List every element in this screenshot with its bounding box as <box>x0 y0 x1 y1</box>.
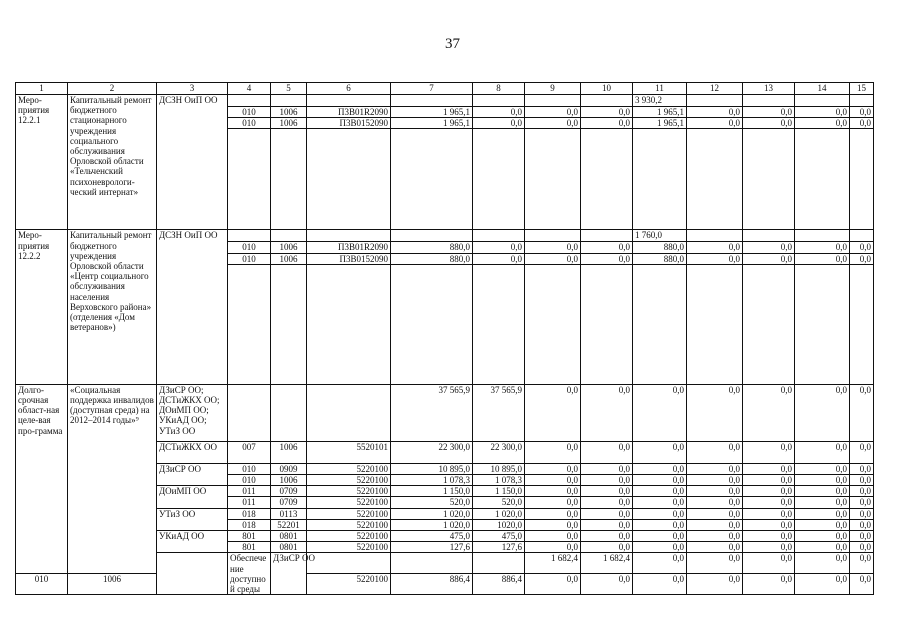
table-cell: 520,0 <box>391 497 473 508</box>
column-header: 15 <box>850 83 874 95</box>
table-cell: 0,0 <box>473 253 525 264</box>
column-header: 10 <box>581 83 633 95</box>
executor: ДЗиСР ОО; ДСТиЖКХ ОО; ДОиМП ОО; УКиАД ОО; УТиЗ ОО <box>157 384 228 441</box>
table-cell <box>157 553 228 595</box>
table-cell: 0,0 <box>743 542 795 553</box>
table-cell: 011 <box>228 486 271 497</box>
table-cell: 0801 <box>271 531 307 542</box>
executor: ДСЗН ОиП ОО <box>157 230 228 384</box>
table-cell <box>271 264 307 384</box>
table-cell: 1006 <box>271 242 307 253</box>
table-cell: 010 <box>228 475 271 486</box>
table-cell <box>473 264 525 384</box>
table-cell: 0,0 <box>687 253 743 264</box>
table-cell: 0,0 <box>743 553 795 574</box>
table-cell <box>391 553 473 574</box>
table-cell: 5220100 <box>307 508 391 519</box>
table-cell: 5220100 <box>307 497 391 508</box>
table-cell: 0,0 <box>795 242 850 253</box>
table-cell: 0,0 <box>581 441 633 463</box>
table-cell: 0,0 <box>473 107 525 118</box>
table-cell: 37 565,9 <box>473 384 525 441</box>
table-cell: 37 565,9 <box>391 384 473 441</box>
column-header: 6 <box>307 83 391 95</box>
table-cell: 0,0 <box>850 519 874 530</box>
table-cell: 0,0 <box>581 107 633 118</box>
table-cell: 018 <box>228 508 271 519</box>
table-cell: 880,0 <box>633 242 687 253</box>
table-cell: 0,0 <box>850 253 874 264</box>
table-cell: 0,0 <box>525 542 581 553</box>
table-cell: 1006 <box>271 441 307 463</box>
table-cell: 0,0 <box>850 441 874 463</box>
table-cell: 0,0 <box>633 542 687 553</box>
table-cell: 1 150,0 <box>473 486 525 497</box>
table-cell: 10 895,0 <box>391 463 473 474</box>
table-cell: 0,0 <box>525 118 581 129</box>
table-cell: 1 682,4 <box>581 553 633 574</box>
table-cell: 0,0 <box>687 574 743 595</box>
column-header: 13 <box>743 83 795 95</box>
page-number: 37 <box>445 36 460 52</box>
table-cell: 0,0 <box>850 531 874 542</box>
program-label: Долго-срочная област-ная целе-вая про-грамма <box>16 384 68 574</box>
table-cell <box>743 264 795 384</box>
table-cell: П3В0152090 <box>307 253 391 264</box>
table-cell: 0,0 <box>795 107 850 118</box>
table-cell: 0709 <box>271 497 307 508</box>
table-cell: 0,0 <box>795 574 850 595</box>
table-cell: 0,0 <box>633 463 687 474</box>
table-cell <box>271 129 307 230</box>
table-cell: 0,0 <box>633 519 687 530</box>
table-cell: 3 930,2 <box>633 95 687 107</box>
table-cell: 0,0 <box>525 242 581 253</box>
executor: ДСЗН ОиП ОО <box>157 95 228 230</box>
table-cell: 5220100 <box>307 531 391 542</box>
table-cell: 0,0 <box>743 497 795 508</box>
table-cell: 5220100 <box>307 463 391 474</box>
table-cell: 0,0 <box>850 242 874 253</box>
table-row <box>16 574 874 595</box>
table-cell <box>271 95 307 107</box>
table-cell <box>633 129 687 230</box>
table-cell <box>391 230 473 242</box>
table-cell: 0,0 <box>581 542 633 553</box>
table-cell: 1 020,0 <box>473 508 525 519</box>
table-cell <box>581 264 633 384</box>
table-cell: 0,0 <box>687 542 743 553</box>
table-cell <box>743 129 795 230</box>
table-cell: 0,0 <box>795 475 850 486</box>
table-cell: 0,0 <box>633 441 687 463</box>
table-cell: 1 150,0 <box>391 486 473 497</box>
table-cell <box>307 129 391 230</box>
table-cell: 0,0 <box>795 486 850 497</box>
table-cell: 0,0 <box>633 531 687 542</box>
table-cell: 5220100 <box>307 574 391 595</box>
table-cell <box>525 95 581 107</box>
measure-name: Капитальный ремонт бюджетного учреждения Орловской области «Центр социального обслуживания населения Верховского района» (отделения «Дом ветеранов») <box>68 230 157 384</box>
table-cell: 22 300,0 <box>391 441 473 463</box>
table-cell: 0,0 <box>743 486 795 497</box>
table-cell <box>687 230 743 242</box>
executor: ДЗиСР ОО <box>157 463 228 485</box>
table-cell: 0709 <box>271 486 307 497</box>
table-cell: 1 020,0 <box>391 508 473 519</box>
table-cell <box>850 230 874 242</box>
table-cell: 475,0 <box>473 531 525 542</box>
table-cell <box>687 95 743 107</box>
table-cell <box>581 95 633 107</box>
table-cell: 0,0 <box>581 242 633 253</box>
measure-row <box>16 230 874 242</box>
column-header: 12 <box>687 83 743 95</box>
measure-number: Меро-приятия 12.2.1 <box>16 95 68 230</box>
table-cell: 1 078,3 <box>473 475 525 486</box>
table-cell <box>581 230 633 242</box>
program-total-row <box>16 384 874 441</box>
budget-table <box>15 82 874 595</box>
table-cell <box>391 264 473 384</box>
table-cell <box>795 230 850 242</box>
table-cell <box>473 95 525 107</box>
table-cell: 5520101 <box>307 441 391 463</box>
table-cell: 0,0 <box>795 463 850 474</box>
table-cell: 0,0 <box>687 118 743 129</box>
table-cell: 0,0 <box>850 508 874 519</box>
executor: УКиАД ОО <box>157 531 228 553</box>
executor: ДОиМП ОО <box>157 486 228 508</box>
table-cell: 0,0 <box>687 463 743 474</box>
executor: ДСТиЖКХ ОО <box>157 441 228 463</box>
table-cell: 0,0 <box>743 519 795 530</box>
table-cell: 0,0 <box>795 497 850 508</box>
column-header: 5 <box>271 83 307 95</box>
table-cell: 007 <box>228 441 271 463</box>
table-cell: 5220100 <box>307 486 391 497</box>
table-cell <box>850 95 874 107</box>
table-cell <box>525 230 581 242</box>
table-cell <box>743 95 795 107</box>
table-cell: 880,0 <box>391 253 473 264</box>
table-cell: 0,0 <box>525 497 581 508</box>
table-cell: 0,0 <box>743 531 795 542</box>
column-header: 4 <box>228 83 271 95</box>
table-cell <box>525 264 581 384</box>
table-cell: 011 <box>228 497 271 508</box>
table-cell: 0,0 <box>795 542 850 553</box>
table-cell: 010 <box>228 118 271 129</box>
table-cell: 0113 <box>271 508 307 519</box>
table-cell: 0,0 <box>795 531 850 542</box>
table-cell <box>228 384 271 441</box>
table-cell <box>391 95 473 107</box>
table-cell: 0,0 <box>525 463 581 474</box>
table-cell: 0,0 <box>473 118 525 129</box>
table-cell: 886,4 <box>473 574 525 595</box>
table-cell: 1020,0 <box>473 519 525 530</box>
table-cell <box>473 230 525 242</box>
table-cell: 0,0 <box>581 253 633 264</box>
table-cell: 0,0 <box>525 253 581 264</box>
table-cell <box>581 129 633 230</box>
column-header: 11 <box>633 83 687 95</box>
table-cell: 0,0 <box>581 463 633 474</box>
table-cell <box>633 264 687 384</box>
table-cell <box>307 384 391 441</box>
table-cell: 0,0 <box>525 384 581 441</box>
table-cell: 1 682,4 <box>525 553 581 574</box>
table-cell: 0,0 <box>743 574 795 595</box>
table-cell <box>228 230 271 242</box>
table-cell: 5220100 <box>307 475 391 486</box>
table-cell: 0,0 <box>687 553 743 574</box>
table-cell <box>228 95 271 107</box>
table-cell: 0,0 <box>581 486 633 497</box>
table-cell: 0,0 <box>687 441 743 463</box>
table-cell: 0,0 <box>850 486 874 497</box>
table-cell: 0,0 <box>850 497 874 508</box>
table-cell: 0,0 <box>687 107 743 118</box>
table-cell: П3В01R2090 <box>307 107 391 118</box>
table-cell: 0,0 <box>687 384 743 441</box>
table-cell: 0,0 <box>687 508 743 519</box>
column-header: 1 <box>16 83 68 95</box>
table-cell: 10 895,0 <box>473 463 525 474</box>
column-header: 9 <box>525 83 581 95</box>
table-cell: 0,0 <box>525 107 581 118</box>
table-cell: 0,0 <box>581 574 633 595</box>
table-cell: 1 078,3 <box>391 475 473 486</box>
table-cell: 0,0 <box>850 542 874 553</box>
table-cell: 0,0 <box>525 508 581 519</box>
measure-row <box>16 95 874 107</box>
table-cell: 1 965,1 <box>391 118 473 129</box>
column-header: 2 <box>68 83 157 95</box>
table-cell: 0,0 <box>525 574 581 595</box>
table-cell: 0,0 <box>473 242 525 253</box>
table-cell: 1 020,0 <box>391 519 473 530</box>
table-cell <box>795 264 850 384</box>
table-cell: 010 <box>228 463 271 474</box>
table-cell: 0,0 <box>633 574 687 595</box>
table-cell: 0,0 <box>687 475 743 486</box>
table-cell: 0,0 <box>633 486 687 497</box>
table-cell: 0,0 <box>687 519 743 530</box>
header-row <box>16 83 874 95</box>
table-cell <box>850 264 874 384</box>
table-cell <box>795 129 850 230</box>
table-cell: 0,0 <box>687 242 743 253</box>
table-cell <box>473 553 525 574</box>
table-cell: 0,0 <box>743 253 795 264</box>
column-header: 3 <box>157 83 228 95</box>
table-cell: 1006 <box>271 118 307 129</box>
measure-number: Меро-приятия 12.2.2 <box>16 230 68 384</box>
table-cell: 0,0 <box>795 118 850 129</box>
table-cell: 52201 <box>271 519 307 530</box>
table-cell: 0,0 <box>795 553 850 574</box>
table-cell <box>795 95 850 107</box>
table-cell: 5220100 <box>307 542 391 553</box>
table-cell: 1006 <box>271 107 307 118</box>
table-cell: 0,0 <box>525 475 581 486</box>
table-cell: 0,0 <box>581 508 633 519</box>
table-cell <box>307 230 391 242</box>
table-cell: 801 <box>228 531 271 542</box>
table-cell: 0,0 <box>850 384 874 441</box>
table-cell: 0,0 <box>850 463 874 474</box>
table-cell: 0,0 <box>850 574 874 595</box>
table-cell: 0,0 <box>525 441 581 463</box>
table-cell: 1006 <box>68 574 157 595</box>
table-cell <box>391 129 473 230</box>
table-cell <box>307 264 391 384</box>
table-cell: 5220100 <box>307 519 391 530</box>
column-header: 7 <box>391 83 473 95</box>
executor: ДЗиСР ОО <box>271 553 307 595</box>
table-cell: 0801 <box>271 542 307 553</box>
table-cell <box>687 129 743 230</box>
table-cell: 520,0 <box>473 497 525 508</box>
table-cell: 1 965,1 <box>391 107 473 118</box>
table-cell: 0,0 <box>633 475 687 486</box>
table-cell: 0,0 <box>795 441 850 463</box>
executor: УТиЗ ОО <box>157 508 228 530</box>
program-name: «Социальная поддержка инвалидов (доступная среда) на 2012–2014 годы»⁹ <box>68 384 157 574</box>
table-cell <box>307 553 391 574</box>
table-cell: 0,0 <box>525 486 581 497</box>
table-cell: 0,0 <box>795 253 850 264</box>
table-cell: 886,4 <box>391 574 473 595</box>
table-cell: 0,0 <box>581 531 633 542</box>
table-cell: 0,0 <box>687 497 743 508</box>
table-cell: 0,0 <box>743 463 795 474</box>
table-cell: 22 300,0 <box>473 441 525 463</box>
table-cell: П3В0152090 <box>307 118 391 129</box>
table-cell: 010 <box>16 574 68 595</box>
table-cell: 0,0 <box>743 107 795 118</box>
table-cell: 475,0 <box>391 531 473 542</box>
table-cell <box>271 230 307 242</box>
table-cell: 880,0 <box>633 253 687 264</box>
table-cell <box>307 95 391 107</box>
table-cell: 010 <box>228 253 271 264</box>
table-cell <box>228 129 271 230</box>
measure-name: Капитальный ремонт бюджетного стационарного учреждения социального обслуживания Орловской области «Тельченский психоневрологи-ческий интернат» <box>68 95 157 230</box>
table-cell <box>687 264 743 384</box>
table-cell <box>850 129 874 230</box>
table-cell: 1 965,1 <box>633 118 687 129</box>
table-cell: 0,0 <box>581 497 633 508</box>
table-cell: 0,0 <box>850 107 874 118</box>
table-cell <box>271 384 307 441</box>
table-cell <box>473 129 525 230</box>
table-cell: 0,0 <box>850 475 874 486</box>
table-cell: 0,0 <box>850 553 874 574</box>
table-cell: 0,0 <box>743 475 795 486</box>
table-cell: 0,0 <box>633 497 687 508</box>
table-cell: 0,0 <box>795 519 850 530</box>
table-cell: 127,6 <box>391 542 473 553</box>
table-cell: 018 <box>228 519 271 530</box>
table-cell: 0,0 <box>743 118 795 129</box>
table-cell <box>228 264 271 384</box>
table-cell: 0,0 <box>687 486 743 497</box>
table-cell: 0909 <box>271 463 307 474</box>
column-header: 14 <box>795 83 850 95</box>
table-cell: 0,0 <box>525 519 581 530</box>
table-cell: 0,0 <box>743 441 795 463</box>
table-cell: 0,0 <box>795 508 850 519</box>
table-cell <box>743 230 795 242</box>
table-cell: 1006 <box>271 253 307 264</box>
table-cell: 0,0 <box>743 242 795 253</box>
table-cell: 0,0 <box>687 531 743 542</box>
table-cell: 1 760,0 <box>633 230 687 242</box>
table-cell: 0,0 <box>633 553 687 574</box>
table-cell <box>525 129 581 230</box>
table-cell: 1 965,1 <box>633 107 687 118</box>
table-cell: 801 <box>228 542 271 553</box>
table-cell: 0,0 <box>743 508 795 519</box>
table-cell: 127,6 <box>473 542 525 553</box>
table-cell: 1006 <box>271 475 307 486</box>
table-cell: 0,0 <box>581 118 633 129</box>
table-cell: 880,0 <box>391 242 473 253</box>
table-cell: 0,0 <box>581 519 633 530</box>
table-cell: 0,0 <box>633 384 687 441</box>
table-cell: 0,0 <box>743 384 795 441</box>
subprogram-name: Обеспечение доступной среды <box>228 553 271 595</box>
table-cell: П3В01R2090 <box>307 242 391 253</box>
table-cell: 0,0 <box>795 384 850 441</box>
table-cell: 010 <box>228 242 271 253</box>
column-header: 8 <box>473 83 525 95</box>
table-cell: 0,0 <box>633 508 687 519</box>
table-cell: 0,0 <box>581 384 633 441</box>
table-cell: 0,0 <box>581 475 633 486</box>
table-cell: 0,0 <box>850 118 874 129</box>
table-cell: 0,0 <box>525 531 581 542</box>
table-cell: 010 <box>228 107 271 118</box>
